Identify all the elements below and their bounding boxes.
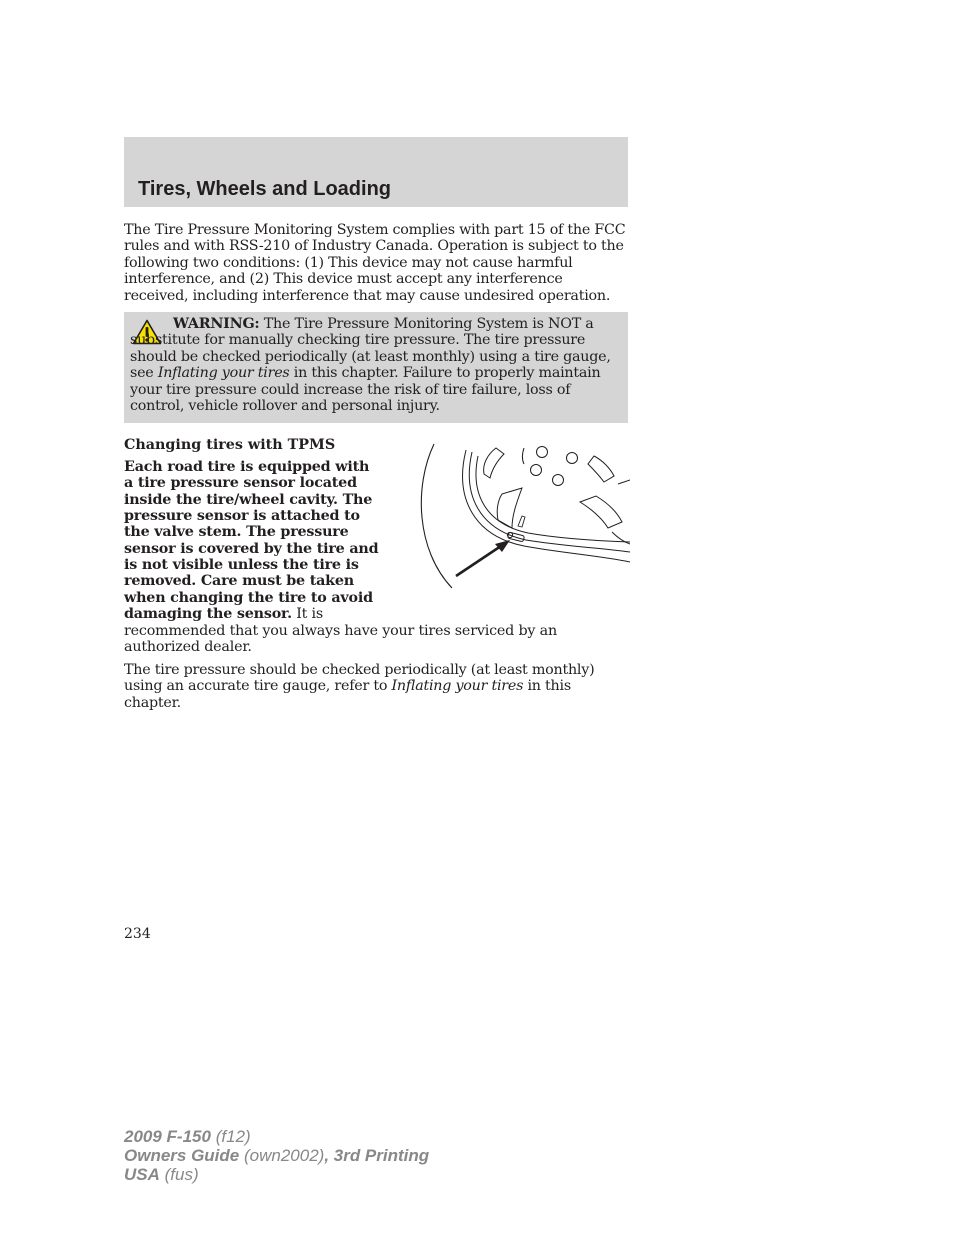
check-text-end: in this chapter. bbox=[124, 678, 571, 711]
footer-printing: , 3rd Printing bbox=[324, 1146, 430, 1165]
footer-market: USA bbox=[124, 1165, 160, 1184]
section-header bbox=[124, 137, 628, 207]
footer-guide-code: (own2002) bbox=[243, 1146, 325, 1165]
footer-line-1 bbox=[124, 1127, 429, 1146]
tire-valve-sensor-illustration bbox=[412, 438, 630, 590]
warning-text bbox=[130, 316, 622, 414]
check-link-ref: Inflating your tires bbox=[391, 678, 524, 695]
fcc-paragraph: The Tire Pressure Monitoring System complies with part 15 of the FCC rules and with RSS-210 of Industry Canada. Operation is subject to the following two conditions: (1) This device may not cause harmful interference, and (2) This device must accept any interference received, including interference that may cause undesired operation. bbox=[124, 222, 626, 304]
document-footer bbox=[124, 1127, 429, 1184]
footer-market-code: (fus) bbox=[164, 1165, 199, 1184]
check-text: The tire pressure should be checked periodically (at least monthly) using an accurate tire gauge, refer to bbox=[124, 662, 595, 695]
footer-model: 2009 F-150 bbox=[124, 1127, 211, 1146]
tpms-continuation: recommended that you always have your tires serviced by an authorized dealer. bbox=[124, 623, 557, 656]
warning-link-ref: Inflating your tires bbox=[157, 365, 290, 382]
tpms-paragraph bbox=[124, 459, 380, 622]
section-title: Tires, Wheels and Loading bbox=[138, 178, 392, 200]
warning-box bbox=[124, 312, 628, 423]
check-paragraph bbox=[124, 662, 628, 711]
warning-label: WARNING: bbox=[173, 316, 260, 332]
tpms-normal-start: It is bbox=[296, 606, 324, 623]
tpms-heading: Changing tires with TPMS bbox=[124, 437, 336, 453]
warning-body-end: in this chapter. Failure to properly maintain your tire pressure could increase the risk of tire failure, loss of control, vehicle rollover and personal injury. bbox=[130, 365, 601, 415]
footer-model-code: (f12) bbox=[215, 1127, 251, 1146]
warning-body: The Tire Pressure Monitoring System is NOT a substitute for manually checking tire pressure. The tire pressure should be checked periodically (at least monthly) using a tire gauge, see bbox=[130, 316, 611, 382]
footer-line-2 bbox=[124, 1146, 429, 1165]
page-number: 234 bbox=[124, 926, 151, 942]
footer-line-3 bbox=[124, 1165, 429, 1184]
footer-guide: Owners Guide bbox=[124, 1146, 240, 1165]
tpms-bold-text: Each road tire is equipped with a tire pressure sensor located inside the tire/wheel cavity. The pressure sensor is attached to the valve stem. The pressure sensor is covered by the tire and is not visible unless the tire is removed. Care must be taken when changing the tire to avoid damaging the sensor. bbox=[124, 459, 379, 623]
